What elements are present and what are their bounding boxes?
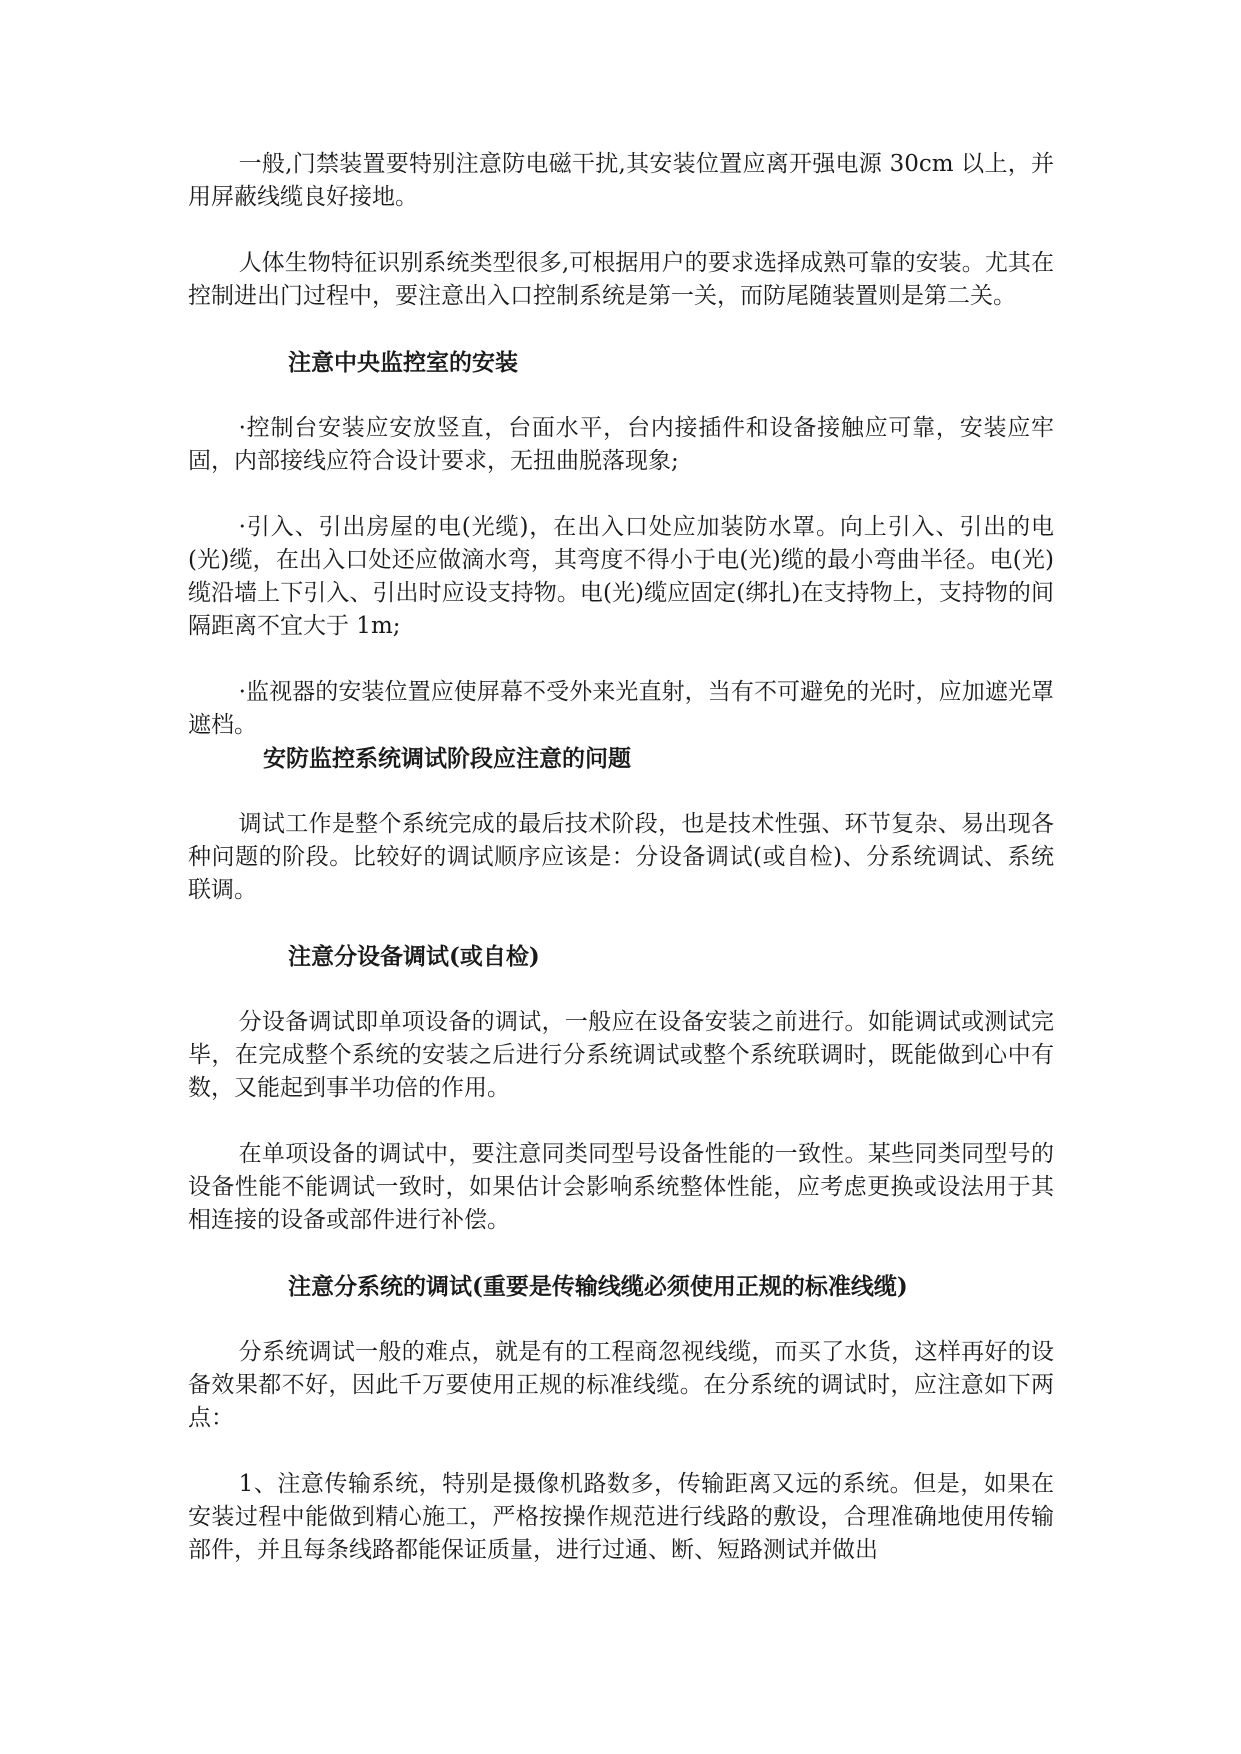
heading-device-debugging: 注意分设备调试(或自检) — [288, 943, 540, 970]
paragraph-biometric-systems: 人体生物特征识别系统类型很多,可根据用户的要求选择成熟可靠的安装。尤其在控制进出门过程中，要注意出入口控制系统是第一关，而防尾随装置则是第二关。 — [188, 250, 1054, 309]
heading-central-monitoring-room: 注意中央监控室的安装 — [288, 349, 518, 376]
document-page — [188, 148, 1054, 1567]
paragraph-transmission-system: 1、注意传输系统，特别是摄像机路数多，传输距离又远的系统。但是，如果在安装过程中能做到精心施工，严格按操作规范进行线路的敷设，合理准确地使用传输部件，并且每条线路都能保证质量，进行过通、断、短路测试并做出 — [188, 1471, 1054, 1563]
paragraph-debugging-overview: 调试工作是整个系统完成的最后技术阶段，也是技术性强、环节复杂、易出现各种问题的阶段。比较好的调试顺序应该是：分设备调试(或自检)、分系统调试、系统联调。 — [188, 811, 1054, 903]
paragraph-access-control-interference: 一般,门禁装置要特别注意防电磁干扰,其安装位置应离开强电源 30cm 以上，并用屏蔽线缆良好接地。 — [188, 151, 1054, 210]
bullet-cable-entry: ·引入、引出房屋的电(光缆)，在出入口处应加装防水罩。向上引入、引出的电(光)缆，在出入口处还应做滴水弯，其弯度不得小于电(光)缆的最小弯曲半径。电(光)缆沿墙上下引入、引出时应设支持物。电(光)缆应固定(绑扎)在支持物上，支持物的间隔距离不宜大于 1m; — [188, 514, 1054, 639]
paragraph-subsystem-debugging: 分系统调试一般的难点，就是有的工程商忽视线缆，而买了水货，这样再好的设备效果都不好，因此千万要使用正规的标准线缆。在分系统的调试时，应注意如下两点： — [188, 1339, 1054, 1431]
bullet-monitor-position: ·监视器的安装位置应使屏幕不受外来光直射，当有不可避免的光时，应加遮光罩遮档。 — [188, 679, 1054, 738]
bullet-console-install: ·控制台安装应安放竖直，台面水平，台内接插件和设备接触应可靠，安装应牢固，内部接线应符合设计要求，无扭曲脱落现象; — [188, 415, 1054, 474]
heading-debugging-stage: 安防监控系统调试阶段应注意的问题 — [263, 745, 631, 772]
heading-subsystem-debugging: 注意分系统的调试(重要是传输线缆必须使用正规的标准线缆) — [288, 1273, 908, 1300]
paragraph-device-debugging: 分设备调试即单项设备的调试，一般应在设备安装之前进行。如能调试或测试完毕，在完成整个系统的安装之后进行分系统调试或整个系统联调时，既能做到心中有数，又能起到事半功倍的作用。 — [188, 1009, 1054, 1101]
paragraph-device-consistency: 在单项设备的调试中，要注意同类同型号设备性能的一致性。某些同类同型号的设备性能不能调试一致时，如果估计会影响系统整体性能，应考虑更换或设法用于其相连接的设备或部件进行补偿。 — [188, 1141, 1054, 1233]
